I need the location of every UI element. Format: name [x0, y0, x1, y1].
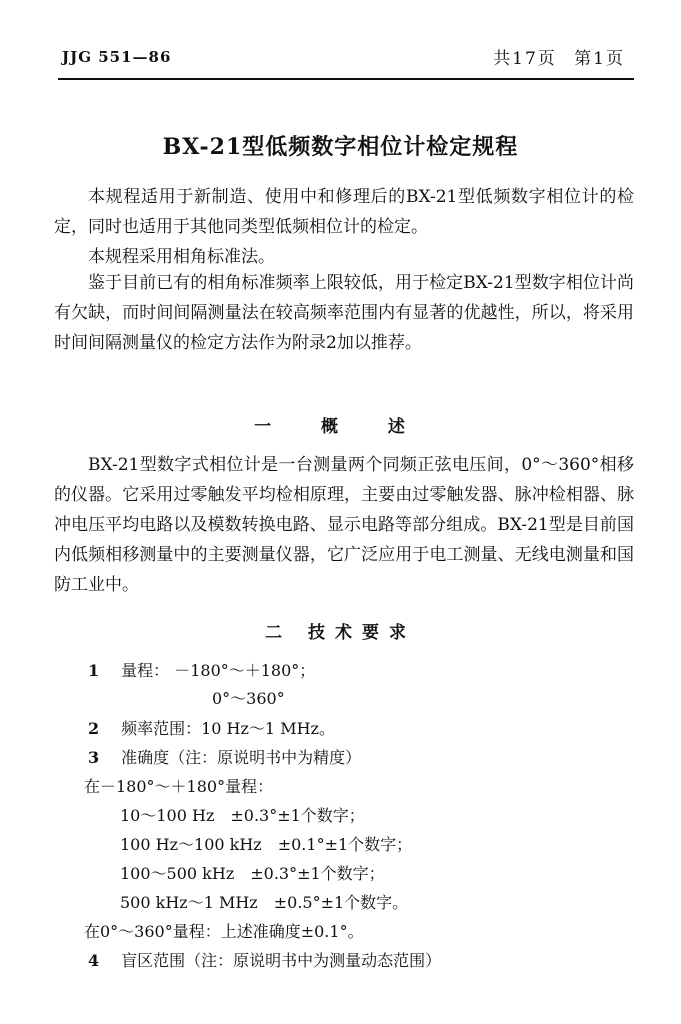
accuracy-row: 100 Hz～100 kHz ±0.1°±1个数字； — [120, 835, 413, 854]
item-number: 4 — [88, 951, 100, 970]
standard-code: JJG 551—86 — [62, 48, 172, 66]
requirement-accuracy — [88, 745, 361, 768]
section-heading-overview: 一 概 述 — [254, 417, 427, 437]
item-number: 2 — [88, 719, 100, 738]
intro-paragraph-3: 鉴于目前已有的相角标准频率上限较低，用于检定BX-21型数字相位计尚有欠缺，而时间间隔测量法在较高频率范围内有显著的优越性，所以，将采用时间间隔测量仪的检定方法作为附录2加以推荐。 — [54, 273, 634, 353]
document-title: BX-21型低频数字相位计检定规程 — [162, 134, 519, 160]
section-heading-requirements: 二 技术要求 — [265, 623, 416, 643]
range-value-1: －180°～＋180°； — [174, 661, 316, 680]
accuracy-intro: 在－180°～＋180°量程： — [84, 777, 274, 796]
requirement-range — [88, 658, 315, 681]
range-label: 量程： — [121, 661, 170, 680]
intro-paragraph-1: 本规程适用于新制造、使用中和修理后的BX-21型低频数字相位计的检定，同时也适用于其他同类型低频相位计的检定。 — [54, 187, 634, 237]
requirement-frequency — [88, 716, 335, 739]
range-value-2: 0°～360° — [212, 689, 285, 708]
page-info — [483, 44, 625, 69]
blind-zone-text: 盲区范围（注：原说明书中为测量动态范围） — [121, 951, 442, 970]
requirement-blind-zone — [88, 948, 441, 971]
accuracy-row: 500 kHz～1 MHz ±0.5°±1个数字。 — [120, 893, 409, 912]
accuracy-other-range: 在0°～360°量程：上述准确度±0.1°。 — [84, 922, 364, 941]
intro-paragraph-2: 本规程采用相角标准法。 — [88, 247, 275, 267]
accuracy-row: 10～100 Hz ±0.3°±1个数字； — [120, 806, 365, 825]
item-number: 1 — [88, 661, 100, 680]
accuracy-text: 准确度（注：原说明书中为精度） — [121, 748, 362, 767]
page-number: 第1页 — [574, 49, 625, 69]
item-number: 3 — [88, 748, 100, 767]
total-pages: 共17页 — [493, 49, 557, 69]
accuracy-row: 100～500 kHz ±0.3°±1个数字； — [120, 864, 385, 883]
frequency-text: 频率范围：10 Hz～1 MHz。 — [121, 719, 335, 738]
header-divider — [58, 78, 634, 80]
overview-paragraph: BX-21型数字式相位计是一台测量两个同频正弦电压间，0°～360°相移的仪器。它采用过零触发平均检相原理，主要由过零触发器、脉冲检相器、脉冲电压平均电路以及模数转换电路、显示电路等部分组成。BX-21型是目前国内低频相移测量中的主要测量仪器，它广泛应用于电工测量、无线电测量和国防工业中。 — [54, 455, 634, 595]
